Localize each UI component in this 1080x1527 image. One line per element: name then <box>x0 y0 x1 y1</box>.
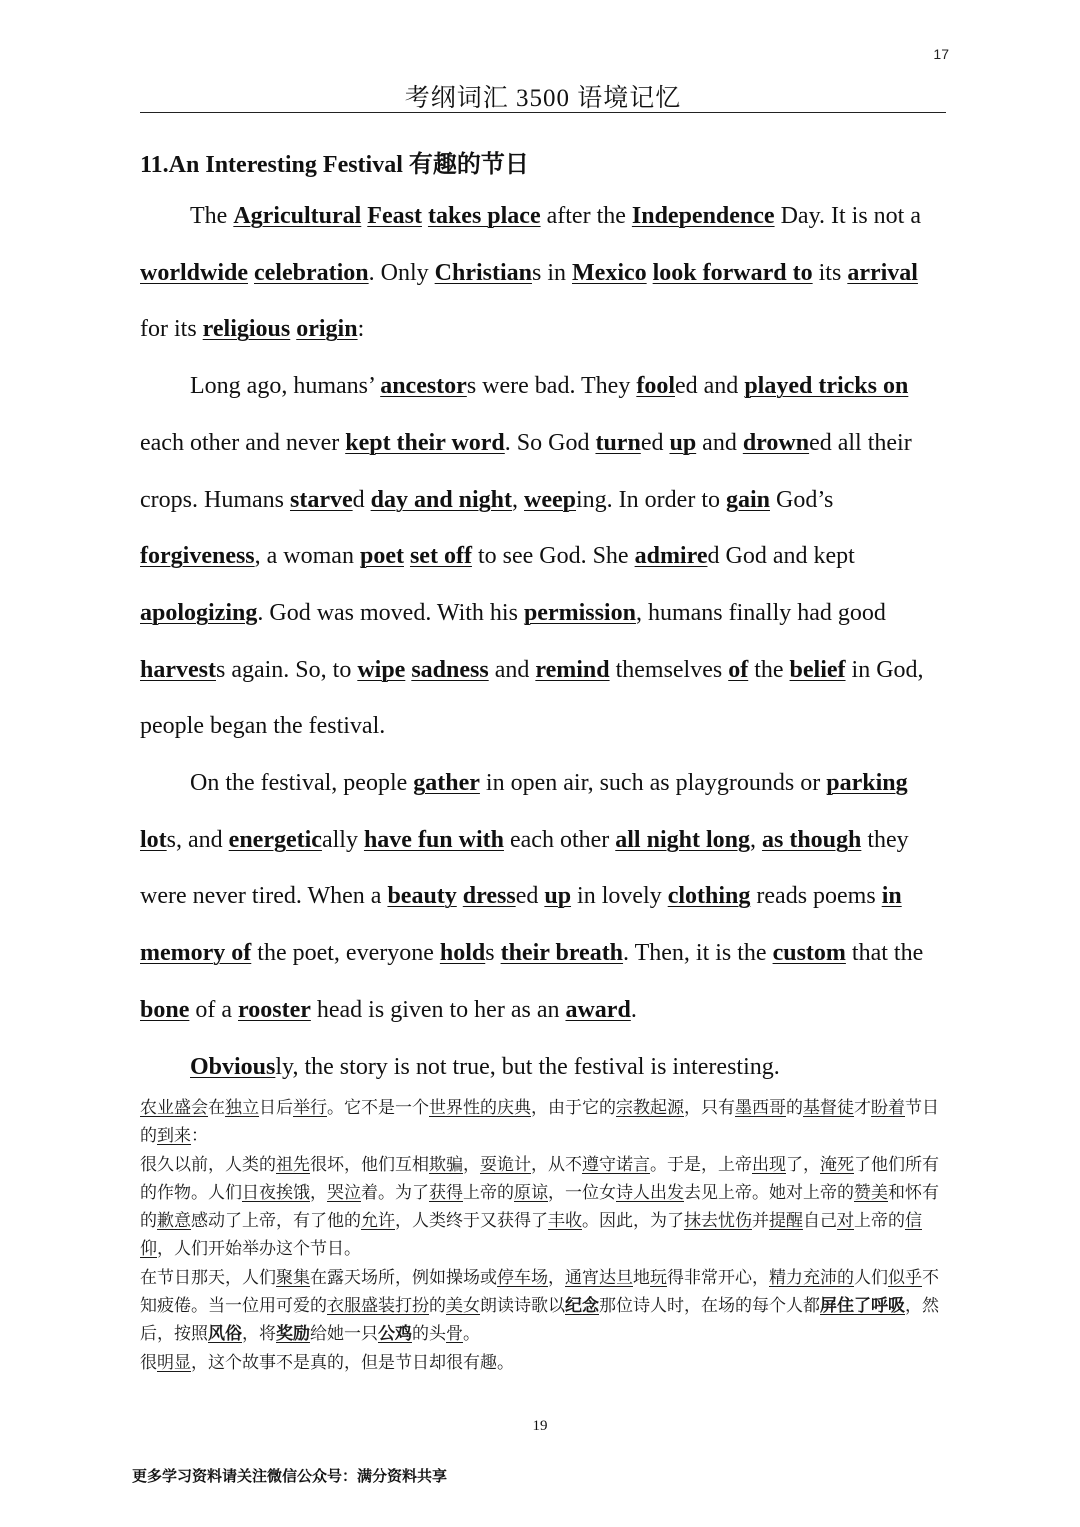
text-run: 。 <box>463 1324 480 1345</box>
text-run: 很久以前，人类的 <box>140 1154 276 1175</box>
text-run: 。它不是一个 <box>327 1098 429 1118</box>
english-paragraph-3 <box>140 755 950 1039</box>
text-run: , a woman <box>254 543 360 570</box>
section-title: 11.An Interesting Festival 有趣的节日 <box>140 152 529 178</box>
text-run: s, and <box>166 826 229 853</box>
text-run: . So God <box>504 429 596 456</box>
vocab-term: gain <box>725 486 770 513</box>
text-run: and <box>488 656 536 683</box>
vocab-translation: 信仰 <box>140 1211 922 1260</box>
vocab-translation: 获得 <box>429 1182 463 1203</box>
text-run: ed and <box>675 373 745 400</box>
text-run: ，将 <box>242 1324 276 1345</box>
vocab-term: Feast <box>367 203 422 229</box>
text-run: to see God. She <box>471 543 635 570</box>
text-run: 的 <box>786 1098 803 1118</box>
vocab-translation: 世界性的 <box>429 1098 497 1118</box>
vocab-term: religious <box>202 316 291 343</box>
english-paragraph-1 <box>140 188 950 358</box>
vocab-translation: 原谅 <box>514 1182 548 1203</box>
vocab-translation: 哭泣 <box>327 1182 361 1203</box>
text-run: . God was moved. With his <box>257 599 524 626</box>
page-number-top: 17 <box>933 46 949 62</box>
vocab-translation: 赞美 <box>854 1182 888 1203</box>
text-run: ， <box>310 1182 327 1203</box>
vocab-term: clothing <box>667 883 751 910</box>
text-run: 朗读诗歌以 <box>480 1296 565 1317</box>
text-run: ed all their crops. Humans <box>140 429 912 513</box>
text-run: 很坏，他们互相 <box>310 1154 429 1175</box>
text-run: s were bad. They <box>466 373 637 400</box>
text-run: 。于是，上帝 <box>650 1154 752 1175</box>
vocab-translation: 抹去 <box>684 1211 718 1232</box>
vocab-translation: 农业盛会 <box>140 1098 208 1118</box>
text-run: ，然后，按照 <box>140 1296 939 1345</box>
vocab-translation: 举行 <box>293 1098 327 1118</box>
text-run: God’s <box>770 486 834 513</box>
vocab-term: dress <box>462 883 516 910</box>
text-run: The <box>190 203 234 229</box>
vocab-translation: 丰收 <box>548 1211 582 1232</box>
vocab-translation: 纪念 <box>565 1296 599 1317</box>
vocab-translation: 精力充沛的 <box>769 1267 854 1288</box>
text-run: the poet, everyone <box>251 940 440 967</box>
vocab-translation: 挨饿 <box>276 1182 310 1203</box>
vocab-translation: 耍诡计 <box>480 1154 531 1175</box>
vocab-translation: 盛装打扮 <box>361 1296 429 1317</box>
vocab-translation: 骨 <box>446 1324 463 1345</box>
vocab-term: have fun with <box>363 826 504 853</box>
text-run: d <box>352 486 371 513</box>
vocab-translation: 欺骗 <box>429 1154 463 1175</box>
vocab-term: fool <box>636 373 675 400</box>
text-run: in God, people began the festival. <box>140 656 924 740</box>
text-run: 和怀有的 <box>140 1182 939 1232</box>
vocab-term: set off <box>409 543 472 570</box>
vocab-translation: 盼着 <box>871 1098 905 1118</box>
vocab-term: forgiveness <box>140 543 255 570</box>
text-run: ，只有 <box>684 1098 735 1118</box>
vocab-term: starve <box>289 486 353 513</box>
text-run: each other and never <box>140 429 346 456</box>
text-run: Day. It is not a <box>774 203 921 229</box>
vocab-translation: 祖先 <box>276 1154 310 1175</box>
vocab-term: hold <box>439 940 486 967</box>
vocab-translation: 停车场 <box>497 1267 548 1288</box>
vocab-term: harvest <box>140 656 216 683</box>
vocab-translation: 墨西哥 <box>735 1098 786 1118</box>
text-run: and <box>696 429 743 456</box>
vocab-term: played tricks on <box>744 373 909 400</box>
vocab-translation: 宗教 <box>616 1098 650 1118</box>
vocab-term: Independence <box>631 203 775 229</box>
text-run: d God and kept <box>707 543 855 570</box>
text-run: s again. So, to <box>215 656 358 683</box>
header-rule <box>140 112 946 113</box>
text-run: ed <box>640 429 670 456</box>
text-run: On the festival, people <box>190 770 414 797</box>
text-run: each other <box>503 826 616 853</box>
vocab-translation: 遵守诺言 <box>582 1154 650 1175</box>
vocab-translation: 通宵达旦 <box>565 1267 633 1288</box>
vocab-translation: 独立 <box>225 1098 259 1118</box>
vocab-term: wipe <box>357 656 406 683</box>
text-run: s <box>485 940 501 967</box>
text-run: 不知疲倦。当一位用可爱的 <box>140 1267 939 1317</box>
english-paragraph-4 <box>140 1039 950 1096</box>
text-run: of a <box>189 996 239 1023</box>
vocab-term: poet <box>359 543 404 570</box>
text-run: after the <box>540 203 632 229</box>
text-run: 地 <box>633 1267 650 1288</box>
vocab-translation: 出发 <box>650 1182 684 1203</box>
text-run: that the <box>845 940 924 967</box>
vocab-term: arrival <box>847 259 918 286</box>
text-run: ，由于它的 <box>531 1098 616 1118</box>
vocab-translation: 公鸡 <box>378 1324 412 1345</box>
text-run: 节日的 <box>140 1098 939 1147</box>
chinese-paragraph-3 <box>140 1264 950 1349</box>
text-run: , humans finally had good <box>635 599 886 626</box>
vocab-term: day and night <box>370 486 513 513</box>
vocab-term: rooster <box>238 996 311 1023</box>
vocab-translation: 忧伤 <box>718 1211 752 1232</box>
vocab-translation: 起源 <box>650 1098 684 1118</box>
vocab-term: weep <box>524 486 577 513</box>
vocab-translation: 淹死 <box>820 1154 854 1175</box>
vocab-translation: 似乎 <box>888 1267 922 1288</box>
chinese-paragraph-4 <box>140 1349 950 1377</box>
vocab-term: Agricultural <box>233 203 362 229</box>
vocab-translation: 歉意 <box>157 1211 191 1232</box>
vocab-term: parking lot <box>140 770 908 853</box>
vocab-translation: 聚集 <box>276 1267 310 1288</box>
chinese-paragraph-2 <box>140 1151 950 1264</box>
text-run: 感动了上帝，有了他的 <box>191 1211 361 1232</box>
vocab-term: custom <box>772 940 846 967</box>
vocab-translation: 对 <box>837 1211 854 1232</box>
chinese-translation <box>140 1094 950 1377</box>
text-run: , <box>512 486 525 513</box>
text-run: themselves <box>609 656 729 683</box>
vocab-term: remind <box>535 656 610 683</box>
vocab-term: gather <box>413 770 480 797</box>
text-run: ，这个故事不是真的，但是节日却很有趣。 <box>191 1352 514 1373</box>
text-run: . <box>630 996 637 1023</box>
text-run: ， <box>463 1154 480 1175</box>
text-run: ，人类终于又获得了 <box>395 1211 548 1232</box>
vocab-term: sadness <box>411 656 489 683</box>
text-run: its <box>812 259 848 286</box>
text-run: ally <box>321 826 364 853</box>
vocab-term: Mexico <box>572 259 647 286</box>
text-run: 自己 <box>803 1211 837 1232</box>
text-run: 了他们所有的作物。人们 <box>140 1154 939 1203</box>
text-run: ed <box>515 883 545 910</box>
vocab-term: Christian <box>434 259 532 286</box>
text-run: ing. In order to <box>576 486 726 513</box>
vocab-term: origin <box>296 316 358 343</box>
text-run: 得非常开心， <box>667 1267 769 1288</box>
text-run: 着。为了 <box>361 1182 429 1203</box>
english-passage <box>140 188 950 1095</box>
text-run: : <box>357 316 365 343</box>
text-run: ， <box>548 1267 565 1288</box>
footer-note: 更多学习资料请关注微信公众号：满分资料共享 <box>132 1467 448 1485</box>
text-run: 并 <box>752 1211 769 1232</box>
vocab-term: up <box>669 429 697 456</box>
text-run: ，从不 <box>531 1154 582 1175</box>
text-run: 。因此，为了 <box>582 1211 684 1232</box>
text-run: 上帝的 <box>854 1211 905 1232</box>
text-run: 去见上帝。她对上帝的 <box>684 1182 854 1203</box>
text-run: 日后 <box>259 1098 293 1118</box>
text-run: Long ago, humans’ <box>190 373 381 400</box>
vocab-term: admire <box>634 543 708 570</box>
vocab-term: bone <box>140 996 190 1023</box>
text-run: the <box>748 656 790 683</box>
text-run: ： <box>191 1126 208 1147</box>
text-run: 很 <box>140 1352 157 1373</box>
vocab-translation: 奖励 <box>276 1324 310 1345</box>
vocab-term: belief <box>789 656 846 683</box>
vocab-term: in memory of <box>140 883 902 967</box>
text-run: s in <box>532 259 573 286</box>
text-run: 在 <box>208 1098 225 1118</box>
vocab-term: their breath <box>500 940 624 967</box>
text-run: 人们 <box>854 1267 888 1288</box>
text-run: 那位诗人时，在场的每个人都 <box>599 1296 820 1317</box>
vocab-translation: 美女 <box>446 1296 480 1317</box>
vocab-term: all night long <box>615 826 750 853</box>
text-run: 给她一只 <box>310 1324 378 1345</box>
text-run: 的 <box>429 1296 446 1317</box>
vocab-translation: 明显 <box>157 1352 191 1373</box>
text-run: reads poems <box>750 883 882 910</box>
vocab-term: beauty <box>387 883 457 910</box>
vocab-translation: 玩 <box>650 1267 667 1288</box>
vocab-term: turn <box>595 429 641 456</box>
running-header: 考纲词汇 3500 语境记忆 <box>404 85 682 112</box>
vocab-translation: 诗人 <box>616 1182 650 1203</box>
text-run: , <box>749 826 762 853</box>
text-run: 才 <box>854 1098 871 1118</box>
text-run: in open air, such as playgrounds or <box>479 770 827 797</box>
vocab-term: Obvious <box>190 1053 276 1080</box>
text-run: for its <box>140 316 203 343</box>
vocab-translation: 日夜 <box>242 1182 276 1203</box>
vocab-translation: 庆典 <box>497 1098 531 1118</box>
vocab-term: of <box>728 656 749 683</box>
text-run: 的头 <box>412 1324 446 1345</box>
vocab-term: apologizing <box>140 599 258 626</box>
vocab-term: celebration <box>254 259 369 286</box>
english-paragraph-2 <box>140 358 950 755</box>
text-run: head is given to her as an <box>310 996 566 1023</box>
vocab-term: worldwide <box>140 259 248 286</box>
text-run: ，人们开始举办这个节日。 <box>157 1239 361 1260</box>
vocab-translation: 基督徒 <box>803 1098 854 1118</box>
text-run: in lovely <box>571 883 668 910</box>
chinese-paragraph-1 <box>140 1094 950 1151</box>
vocab-translation: 到来 <box>157 1126 191 1147</box>
vocab-translation: 衣服 <box>327 1296 361 1317</box>
page-number-bottom: 19 <box>532 1418 548 1434</box>
vocab-translation: 出现 <box>752 1154 786 1175</box>
vocab-translation: 允许 <box>361 1211 395 1232</box>
vocab-term: drown <box>742 429 810 456</box>
vocab-term: up <box>544 883 572 910</box>
vocab-translation: 提醒 <box>769 1211 803 1232</box>
vocab-term: kept their word <box>345 429 505 456</box>
text-run: they were never tired. When a <box>140 826 909 910</box>
text-run: 在露天场所，例如操场或 <box>310 1267 497 1288</box>
vocab-translation: 屏住了呼吸 <box>820 1296 905 1317</box>
text-run: ly, the story is not true, but the festival is interesting. <box>275 1053 780 1080</box>
vocab-term: look forward to <box>652 259 813 286</box>
text-run: ，一位女 <box>548 1182 616 1203</box>
vocab-term: as though <box>761 826 862 853</box>
text-run: 了， <box>786 1154 820 1175</box>
vocab-term: ancestor <box>380 373 467 400</box>
vocab-term: takes place <box>427 203 541 229</box>
text-run: . Only <box>368 259 435 286</box>
vocab-term: award <box>565 996 631 1023</box>
text-run: 在节日那天，人们 <box>140 1267 276 1288</box>
vocab-term: energetic <box>228 826 322 853</box>
text-run: . Then, it is the <box>623 940 773 967</box>
vocab-translation: 风俗 <box>208 1324 242 1345</box>
text-run: 上帝的 <box>463 1182 514 1203</box>
vocab-term: permission <box>523 599 636 626</box>
